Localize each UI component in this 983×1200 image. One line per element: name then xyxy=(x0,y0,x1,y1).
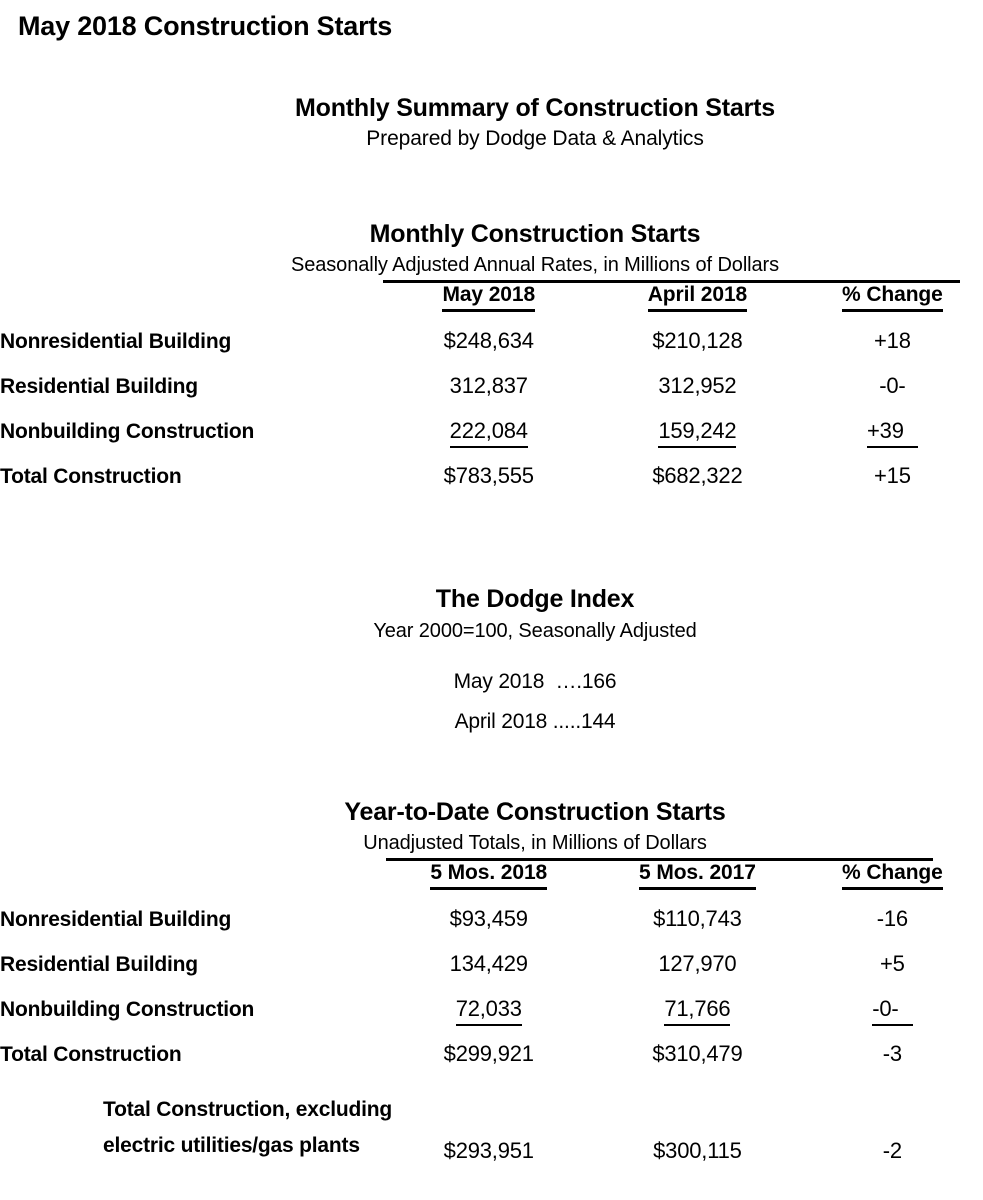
row-label: Residential Building xyxy=(0,375,198,398)
monthly-section-header xyxy=(0,218,983,279)
ytd-col-head-pct-change: % Change xyxy=(802,861,983,906)
row-value-pct: +39 xyxy=(802,418,983,463)
monthly-section-subtitle: Seasonally Adjusted Annual Rates, in Millions of Dollars xyxy=(290,254,779,276)
row-label-line-2: electric utilities/gas plants xyxy=(103,1134,360,1157)
row-value-pct: -0- xyxy=(879,373,906,398)
ytd-col-head-5mos-2017: 5 Mos. 2017 xyxy=(593,861,802,906)
table-row xyxy=(0,328,983,373)
monthly-table-header-row xyxy=(0,283,983,328)
ytd-section-subtitle: Unadjusted Totals, in Millions of Dollars xyxy=(363,832,707,854)
row-label-line-1: Total Construction, excluding xyxy=(103,1098,392,1121)
row-value-2017: 127,970 xyxy=(658,951,737,976)
ytd-col-head-5mos-2018: 5 Mos. 2018 xyxy=(384,861,593,906)
dodge-index-title: The Dodge Index xyxy=(435,585,635,613)
ytd-section-title: Year-to-Date Construction Starts xyxy=(344,798,726,826)
monthly-construction-starts-section xyxy=(0,218,983,508)
document-title: Monthly Summary of Construction Starts xyxy=(295,94,775,122)
row-value-2017: 71,766 xyxy=(593,996,802,1041)
table-row xyxy=(0,996,983,1041)
row-value-2018: $293,951 xyxy=(443,1138,534,1163)
row-value-may: $248,634 xyxy=(443,328,534,353)
row-value-2018: $299,921 xyxy=(443,1041,534,1066)
monthly-col-head-april-2018: April 2018 xyxy=(593,283,802,328)
year-to-date-construction-starts-section xyxy=(0,796,983,1164)
row-value-pct: +15 xyxy=(874,463,911,488)
row-value-2017: $300,115 xyxy=(653,1138,742,1163)
ytd-table-header-row xyxy=(0,861,983,906)
dodge-index-entry-may: May 2018 ….166 xyxy=(453,670,617,693)
row-value-2017: $110,743 xyxy=(653,906,742,931)
row-value-2018: $93,459 xyxy=(449,906,528,931)
page-title: May 2018 Construction Starts xyxy=(18,11,393,41)
row-label: Total Construction xyxy=(0,1043,182,1066)
row-label-excluding-utilities xyxy=(0,1086,392,1164)
row-value-april: 312,952 xyxy=(658,373,737,398)
row-value-pct: +5 xyxy=(880,951,905,976)
row-value-may: 222,084 xyxy=(384,418,593,463)
row-value-pct: -0- xyxy=(802,996,983,1041)
ytd-col-head-label xyxy=(0,861,384,906)
document-header xyxy=(0,92,983,154)
row-label: Nonbuilding Construction xyxy=(0,420,255,443)
row-value-pct: +18 xyxy=(874,328,911,353)
row-label: Nonresidential Building xyxy=(0,908,232,931)
document-subtitle: Prepared by Dodge Data & Analytics xyxy=(366,127,704,150)
row-label: Nonbuilding Construction xyxy=(0,998,255,1021)
ytd-section-header xyxy=(0,796,983,857)
dodge-index-section xyxy=(0,582,983,742)
row-value-pct: -16 xyxy=(876,906,908,931)
table-row xyxy=(0,906,983,951)
monthly-col-head-label xyxy=(0,283,384,328)
row-value-2018: 134,429 xyxy=(449,951,528,976)
row-value-april: $210,128 xyxy=(652,328,743,353)
dodge-index-entry-april: April 2018 .....144 xyxy=(454,710,616,733)
row-value-2017: $310,479 xyxy=(652,1041,743,1066)
table-row-excluding-utilities xyxy=(0,1086,983,1164)
monthly-construction-table xyxy=(0,283,983,508)
row-value-april: $682,322 xyxy=(652,463,743,488)
ytd-construction-table xyxy=(0,861,983,1164)
row-label: Nonresidential Building xyxy=(0,330,232,353)
row-value-2018: 72,033 xyxy=(384,996,593,1041)
dodge-index-subtitle: Year 2000=100, Seasonally Adjusted xyxy=(373,620,697,642)
row-value-may: $783,555 xyxy=(443,463,534,488)
row-value-may: 312,837 xyxy=(449,373,528,398)
row-label: Total Construction xyxy=(0,465,182,488)
table-row xyxy=(0,418,983,463)
monthly-section-title: Monthly Construction Starts xyxy=(369,220,701,248)
table-row xyxy=(0,373,983,418)
row-value-april: 159,242 xyxy=(593,418,802,463)
row-label: Residential Building xyxy=(0,953,198,976)
monthly-col-head-pct-change: % Change xyxy=(802,283,983,328)
row-value-pct: -2 xyxy=(882,1138,902,1163)
table-row xyxy=(0,1041,983,1086)
row-value-pct: -3 xyxy=(882,1041,902,1066)
table-row xyxy=(0,463,983,508)
dodge-index-values xyxy=(0,662,983,742)
monthly-col-head-may-2018: May 2018 xyxy=(384,283,593,328)
table-row xyxy=(0,951,983,996)
